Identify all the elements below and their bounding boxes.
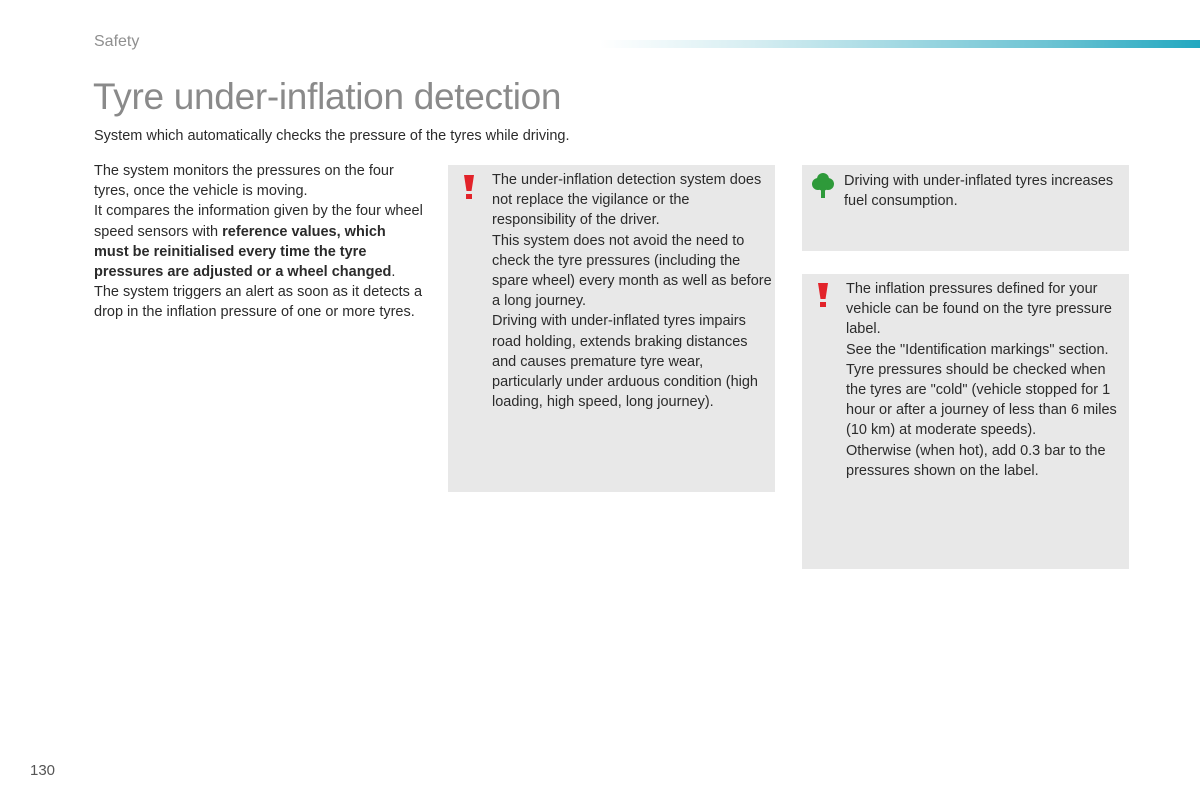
eco-tree-icon — [811, 173, 835, 199]
body-paragraph-2-start: It compares the information given by the four wheel speed sensors with — [94, 203, 423, 240]
section-label: Safety — [94, 33, 140, 50]
body-column — [94, 161, 424, 323]
warning-panel-driver-vigilance — [448, 165, 775, 492]
warning-panel-2-paragraph-1: The inflation pressures defined for your vehicle can be found on the tyre pressure label. — [846, 281, 1112, 338]
header-accent-bar — [600, 40, 1200, 48]
page-title: Tyre under-inflation detection — [93, 76, 562, 117]
body-paragraph-2 — [94, 201, 424, 282]
body-paragraph-1: The system monitors the pressures on the four tyres, once the vehicle is moving. — [94, 163, 394, 200]
warning-panel-1-text — [492, 170, 772, 412]
eco-panel-paragraph-1: Driving with under-inflated tyres increases fuel consumption. — [844, 173, 1114, 210]
warning-panel-1-paragraph-2: This system does not avoid the need to check the tyre pressures (including the spare wheel) every month as well as before a long journey. — [492, 232, 772, 310]
eco-panel-fuel-consumption — [802, 165, 1129, 251]
warning-panel-2-paragraph-2: See the "Identification markings" section. — [846, 341, 1109, 358]
warning-exclamation-icon — [462, 174, 476, 200]
warning-panel-inflation-pressures — [802, 274, 1129, 569]
warning-panel-2-paragraph-4: Otherwise (when hot), add 0.3 bar to the pressures shown on the label. — [846, 442, 1106, 479]
intro-text: System which automatically checks the pressure of the tyres while driving. — [94, 128, 570, 144]
warning-panel-2-text — [846, 279, 1126, 481]
page-number: 130 — [30, 762, 56, 779]
eco-panel-text — [844, 171, 1124, 211]
warning-panel-1-paragraph-3: Driving with under-inflated tyres impairs road holding, extends braking distances and causes premature tyre wear, particularly under arduous condition (high loading, high speed, long journey). — [492, 313, 758, 411]
warning-panel-2-paragraph-3: Tyre pressures should be checked when the tyres are "cold" (vehicle stopped for 1 hour or after a journey of less than 6 miles (10 km) at moderate speeds). — [846, 361, 1117, 439]
warning-exclamation-icon — [816, 282, 830, 308]
body-paragraph-3: The system triggers an alert as soon as it detects a drop in the inflation pressure of one or more tyres. — [94, 284, 423, 321]
body-paragraph-2-bold: reference values, which must be reinitialised every time the tyre pressures are adjusted or a wheel changed — [94, 223, 392, 281]
warning-panel-1-paragraph-1: The under-inflation detection system does not replace the vigilance or the responsibility of the driver. — [492, 172, 762, 229]
body-paragraph-2-end: . — [391, 264, 396, 281]
